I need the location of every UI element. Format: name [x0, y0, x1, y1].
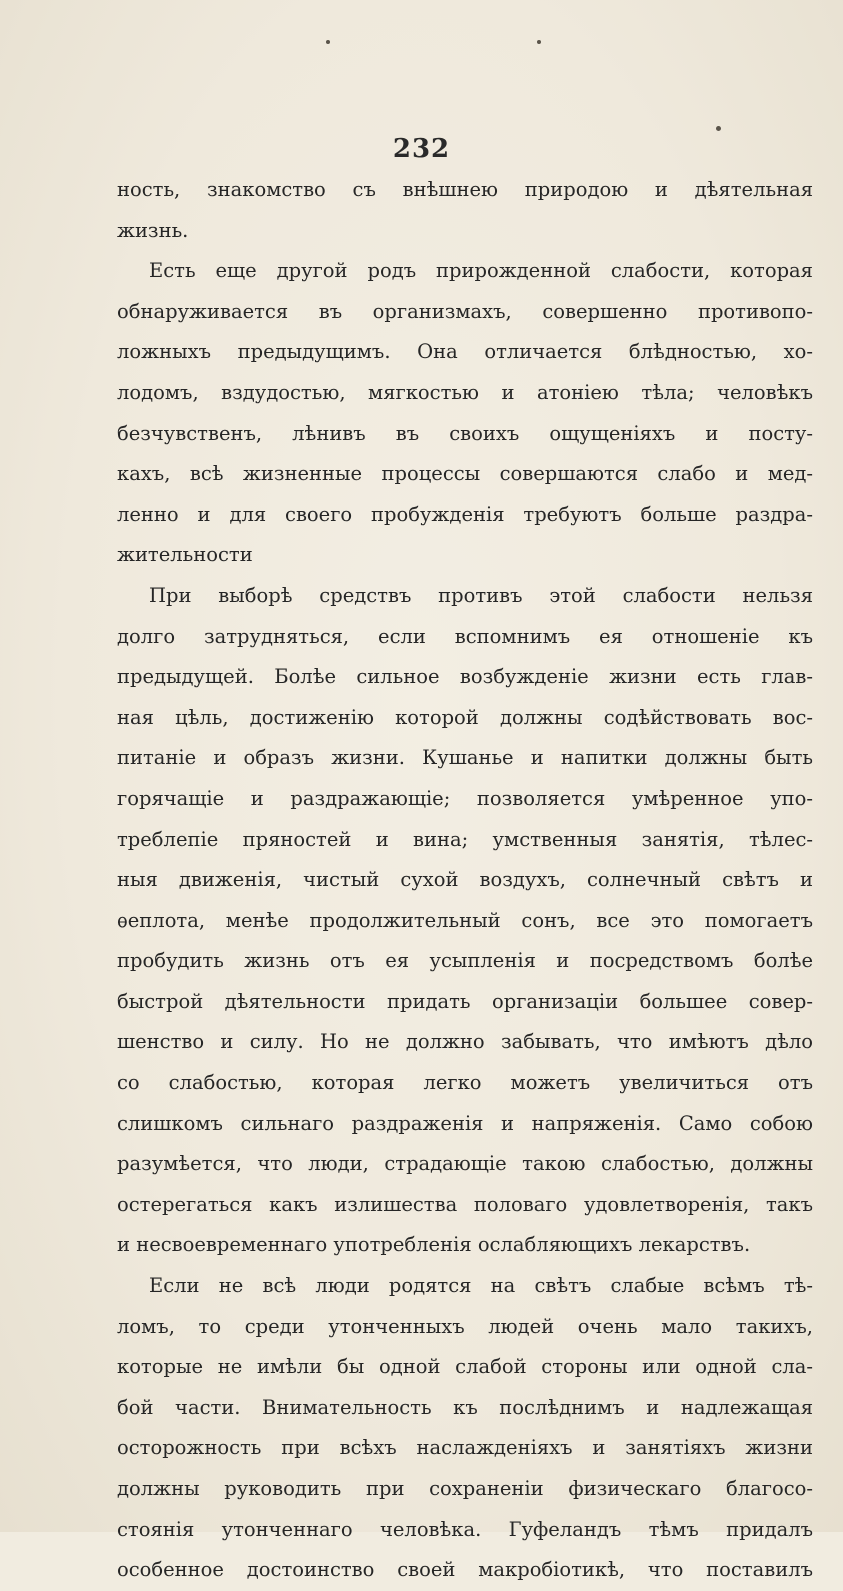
text-line: треблепіе пряностей и вина; умственныя занятія, тѣлес- — [117, 827, 813, 851]
text-line: предыдущей. Болѣе сильное возбужденіе жизни есть глав- — [117, 665, 813, 689]
text-line: и несвоевременнаго употребленія ослабляющихъ лекарствъ. — [117, 1233, 751, 1257]
text-line: ленно и для своего пробужденія требуютъ больше раздра- — [117, 502, 813, 526]
text-line: слишкомъ сильнаго раздраженія и напряженія. Само собою — [117, 1111, 813, 1135]
text-line: ность, знакомство съ внѣшнею природою и дѣятельная — [117, 178, 813, 201]
text-line: особенное достоинство своей макробіотикѣ, что поставилъ — [117, 1558, 813, 1582]
text-line: обнаруживается въ организмахъ, совершенно противопо- — [117, 299, 813, 323]
text-line: ная цѣль, достиженію которой должны содѣйствовать вос- — [117, 705, 813, 729]
text-line: пробудить жизнь отъ ея усыпленія и посредствомъ болѣе — [117, 949, 813, 973]
text-line: должны руководить при сохраненіи физическаго благосо- — [117, 1477, 813, 1500]
text-line: Если не всѣ люди родятся на свѣтъ слабые всѣмъ тѣ- — [149, 1274, 813, 1298]
text-line: долго затрудняться, если вспомнимъ ея отношеніе къ — [117, 624, 813, 648]
text-line: При выборѣ средствъ противъ этой слабости нельзя — [149, 583, 813, 607]
text-line: стоянія утонченнаго человѣка. Гуфеландъ тѣмъ придалъ — [117, 1517, 813, 1541]
text-line: разумѣется, что люди, страдающіе такою слабостью, должны — [117, 1152, 813, 1176]
text-line: жительности — [117, 543, 253, 567]
text-line: Есть еще другой родъ прирожденной слабости, которая — [149, 259, 813, 283]
body-text — [117, 170, 813, 1591]
text-line: кахъ, всѣ жизненные процессы совершаются слабо и мед- — [117, 462, 813, 486]
text-line: лодомъ, вздудостью, мягкостью и атоніею тѣла; человѣкъ — [117, 380, 813, 404]
page-speck — [326, 40, 330, 44]
text-line: быстрой дѣятельности придать организаціи большее совер- — [117, 989, 813, 1013]
text-line: осторожность при всѣхъ наслажденіяхъ и занятіяхъ жизни — [117, 1436, 813, 1460]
text-line: ѳеплота, менѣе продолжительный сонъ, все это помогаетъ — [117, 908, 813, 932]
text-line: ложныхъ предыдущимъ. Она отличается блѣдностью, хо- — [117, 340, 813, 364]
text-line: остерегаться какъ излишества половаго удовлетворенія, такъ — [117, 1192, 813, 1216]
text-line: бой части. Внимательность къ послѣднимъ и надлежащая — [117, 1395, 813, 1419]
text-line: со слабостью, которая легко можетъ увеличиться отъ — [117, 1071, 813, 1095]
text-line: шенство и силу. Но не должно забывать, что имѣютъ дѣло — [117, 1030, 813, 1054]
text-line: безчувственъ, лѣнивъ въ своихъ ощущеніяхъ и посту- — [117, 421, 813, 445]
page-speck — [716, 126, 721, 131]
text-line: жизнь. — [117, 218, 189, 242]
text-line: питаніе и образъ жизни. Кушанье и напитки должны быть — [117, 746, 813, 770]
text-line: ныя движенія, чистый сухой воздухъ, солнечный свѣтъ и — [117, 868, 813, 892]
page-number: 232 — [392, 134, 451, 164]
text-line: которые не имѣли бы одной слабой стороны или одной сла- — [117, 1355, 813, 1379]
page-speck — [537, 40, 541, 44]
text-line: горячащіе и раздражающіе; позволяется умѣренное упо- — [117, 786, 813, 810]
text-line: ломъ, то среди утонченныхъ людей очень мало такихъ, — [117, 1314, 813, 1338]
